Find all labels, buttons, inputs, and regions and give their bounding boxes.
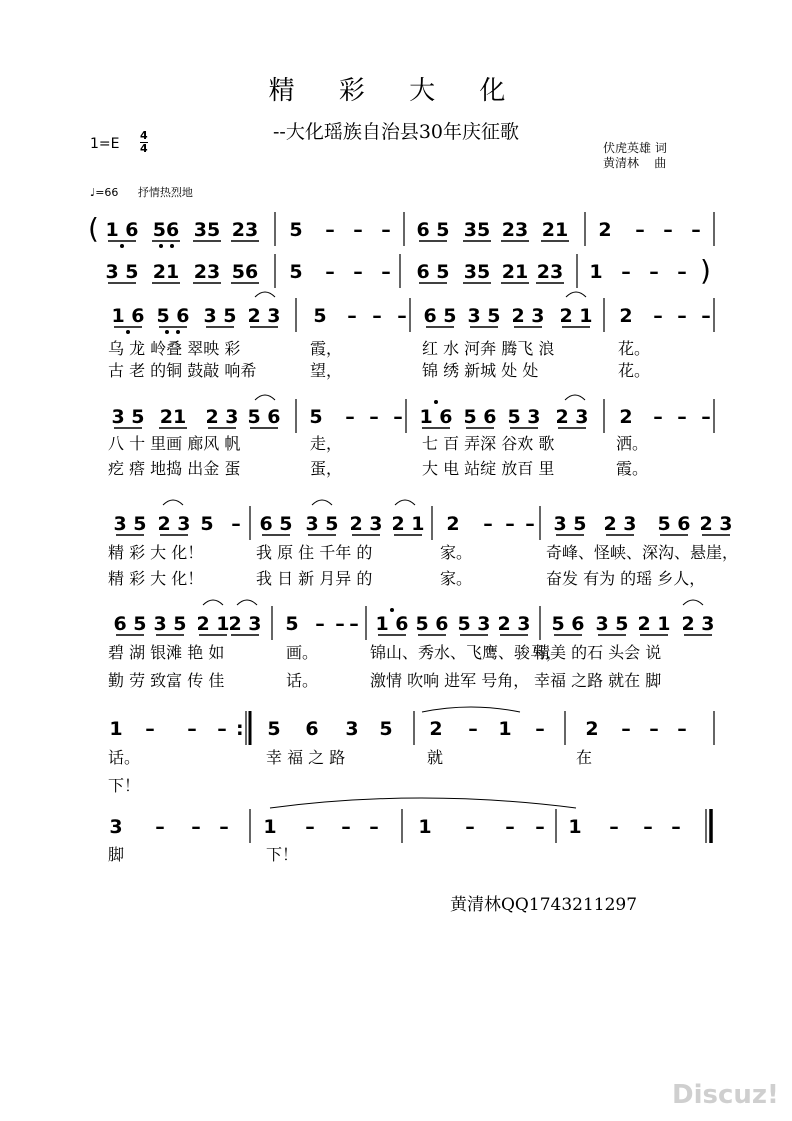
dash-note: – xyxy=(187,718,197,740)
slur xyxy=(312,500,332,505)
lyric-verse2: 锦 绣 新城 处 处 xyxy=(422,361,539,380)
dash-note: – xyxy=(649,718,659,740)
jianpu-note: 1 6 xyxy=(105,219,139,241)
jianpu-note: 1 xyxy=(109,718,123,740)
jianpu-note: 21 xyxy=(152,261,180,283)
low-octave-dot xyxy=(159,244,163,248)
lyric-verse1: 精 彩 大 化！ xyxy=(108,543,204,562)
jianpu-note: 23 xyxy=(193,261,221,283)
dash-note: – xyxy=(505,513,515,535)
dash-note: – xyxy=(145,718,155,740)
slur xyxy=(255,395,275,400)
dash-note: – xyxy=(701,406,711,428)
lyric-verse1: 下！ xyxy=(266,845,299,864)
jianpu-note: 3 5 xyxy=(305,513,339,535)
dash-note: – xyxy=(341,816,351,838)
dash-note: – xyxy=(468,718,478,740)
lyric-verse1: 就 xyxy=(427,748,444,767)
jianpu-note: 2 1 xyxy=(391,513,425,535)
lyricist-credit: 伏虎英雄 词 xyxy=(603,141,667,155)
jianpu-note: 21 xyxy=(159,406,187,428)
dash-note: – xyxy=(483,513,493,535)
jianpu-note: 6 5 xyxy=(416,219,450,241)
expression-marking: 抒情热烈地 xyxy=(137,186,193,199)
jianpu-note: 56 xyxy=(231,261,259,283)
lyric-verse1: 八 十 里画 廊风 帆 xyxy=(108,434,241,453)
jianpu-note: 2 3 xyxy=(511,305,545,327)
dash-note: – xyxy=(677,406,687,428)
jianpu-note: 1 6 xyxy=(375,613,409,635)
lyric-verse1: 脚 xyxy=(108,845,125,864)
slur xyxy=(565,395,585,400)
jianpu-note: 2 3 xyxy=(349,513,383,535)
slur xyxy=(422,707,520,712)
jianpu-note: 5 6 xyxy=(415,613,449,635)
dash-note: – xyxy=(653,305,663,327)
jianpu-note: 5 xyxy=(289,261,303,283)
jianpu-note: 2 xyxy=(585,718,599,740)
signature: 黄清林QQ1743211297 xyxy=(450,895,638,915)
lyric-verse1: 在 xyxy=(576,748,593,767)
jianpu-note: 2 xyxy=(619,406,633,428)
jianpu-note: 2 xyxy=(446,513,460,535)
dash-note: – xyxy=(353,219,363,241)
lyric-verse2: 疙 瘩 地捣 出金 蛋 xyxy=(108,459,241,478)
lyric-verse1: 话。 xyxy=(108,748,141,767)
jianpu-note: 23 xyxy=(501,219,529,241)
jianpu-note: 2 3 xyxy=(681,613,715,635)
time-signature-top: 4 xyxy=(140,129,148,142)
lyric-verse1: 七 百 弄深 谷欢 歌 xyxy=(422,434,555,453)
lyric-verse2: 精 彩 大 化！ xyxy=(108,569,204,588)
dash-note: – xyxy=(465,816,475,838)
song-subtitle: --大化瑶族自治县30年庆征歌 xyxy=(272,121,520,143)
song-title: 精 彩 大 化 xyxy=(268,76,524,106)
low-octave-dot xyxy=(120,244,124,248)
jianpu-note: 3 5 xyxy=(105,261,139,283)
jianpu-note: 5 6 xyxy=(156,305,190,327)
dash-note: – xyxy=(671,816,681,838)
dash-note: – xyxy=(643,816,653,838)
jianpu-note: 23 xyxy=(536,261,564,283)
lyric-verse2: 激情 吹响 进军 号角， xyxy=(370,671,530,690)
jianpu-note: 35 xyxy=(463,219,491,241)
lyric-verse2: 家。 xyxy=(440,569,473,588)
high-octave-dot xyxy=(390,608,394,612)
lyric-verse1: 家。 xyxy=(440,543,473,562)
jianpu-note: 1 xyxy=(263,816,277,838)
jianpu-note: 3 5 xyxy=(203,305,237,327)
jianpu-note: 6 5 xyxy=(416,261,450,283)
time-signature-bottom: 4 xyxy=(140,142,148,155)
jianpu-note: 3 xyxy=(345,718,359,740)
jianpu-note: 2 3 xyxy=(247,305,281,327)
jianpu-note: 6 5 xyxy=(113,613,147,635)
jianpu-note: 5 xyxy=(200,513,214,535)
dash-note: – xyxy=(349,613,359,635)
lyric-verse1: 奇峰、怪峡、深沟、悬崖， xyxy=(546,543,739,562)
jianpu-note: 3 xyxy=(109,816,123,838)
jianpu-note: 1 xyxy=(498,718,512,740)
jianpu-note: 5 3 xyxy=(457,613,491,635)
jianpu-note: 2 1 xyxy=(637,613,671,635)
dash-note: – xyxy=(677,261,687,283)
dash-note: – xyxy=(691,219,701,241)
jianpu-note: 1 xyxy=(418,816,432,838)
slur xyxy=(237,600,257,605)
lyric-verse1: 走， xyxy=(310,434,343,453)
jianpu-note: 5 xyxy=(267,718,281,740)
lyric-verse1: 我 原 住 千年 的 xyxy=(256,543,373,562)
jianpu-note: 2 3 xyxy=(603,513,637,535)
slur xyxy=(255,292,275,297)
dash-note: – xyxy=(369,406,379,428)
slur xyxy=(203,600,223,605)
jianpu-note: 5 xyxy=(289,219,303,241)
dash-note: – xyxy=(369,816,379,838)
lyric-verse1: 幸 福 之 路 xyxy=(266,748,346,767)
paren: ( xyxy=(88,212,99,245)
jianpu-note: 3 5 xyxy=(113,513,147,535)
lyric-verse2: 霞。 xyxy=(616,459,649,478)
jianpu-note: 5 3 xyxy=(507,406,541,428)
paren: ) xyxy=(700,254,711,287)
lyric-verse1: 精美 的石 头会 说 xyxy=(534,643,662,662)
dash-note: – xyxy=(397,305,407,327)
jianpu-note: 35 xyxy=(463,261,491,283)
lyric-verse2: 古 老 的铜 鼓敲 响希 xyxy=(108,361,257,380)
jianpu-note: 2 3 xyxy=(555,406,589,428)
jianpu-note: 3 5 xyxy=(595,613,629,635)
jianpu-note: 5 xyxy=(313,305,327,327)
jianpu-note: 5 6 xyxy=(657,513,691,535)
dash-note: – xyxy=(353,261,363,283)
dash-note: – xyxy=(315,613,325,635)
lyric-verse1: 画。 xyxy=(286,643,319,662)
jianpu-note: 6 5 xyxy=(423,305,457,327)
key-signature: 1=E xyxy=(90,136,120,152)
jianpu-note: 3 5 xyxy=(153,613,187,635)
low-octave-dot xyxy=(165,330,169,334)
lyric-verse1: 红 水 河奔 腾飞 浪 xyxy=(422,339,555,358)
jianpu-note: 5 xyxy=(309,406,323,428)
jianpu-note: 5 6 xyxy=(551,613,585,635)
dash-note: – xyxy=(345,406,355,428)
jianpu-note: 2 3 xyxy=(497,613,531,635)
dash-note: – xyxy=(335,613,345,635)
slur xyxy=(163,500,183,505)
jianpu-note: 56 xyxy=(152,219,180,241)
jianpu-note: 2 3 xyxy=(157,513,191,535)
dash-note: – xyxy=(347,305,357,327)
jianpu-note: 21 xyxy=(541,219,569,241)
dash-note: – xyxy=(381,261,391,283)
jianpu-note: 1 xyxy=(568,816,582,838)
dash-note: – xyxy=(325,219,335,241)
jianpu-note: 3 5 xyxy=(467,305,501,327)
dash-note: – xyxy=(325,261,335,283)
dash-note: – xyxy=(217,718,227,740)
jianpu-note: 6 xyxy=(305,718,319,740)
lyric-verse2: 我 日 新 月异 的 xyxy=(256,569,373,588)
tempo-value: ♩=66 xyxy=(90,186,119,199)
dash-note: – xyxy=(609,816,619,838)
composer-credit: 黄清林 曲 xyxy=(603,156,667,170)
dash-note: – xyxy=(677,305,687,327)
lyric-verse2: 幸福 之路 就在 脚 xyxy=(534,671,662,690)
dash-note: – xyxy=(231,513,241,535)
jianpu-note: 2 3 xyxy=(205,406,239,428)
lyric-verse1: 洒。 xyxy=(616,434,649,453)
dash-note: – xyxy=(635,219,645,241)
jianpu-note: 2 3 xyxy=(699,513,733,535)
dash-note: – xyxy=(621,261,631,283)
jianpu-note: 5 6 xyxy=(247,406,281,428)
repeat-dots: : xyxy=(236,718,244,740)
dash-note: – xyxy=(155,816,165,838)
dash-note: – xyxy=(393,406,403,428)
dash-note: – xyxy=(677,718,687,740)
jianpu-note: 2 xyxy=(429,718,443,740)
jianpu-note: 5 6 xyxy=(463,406,497,428)
jianpu-note: 23 xyxy=(231,219,259,241)
watermark: Discuz! xyxy=(672,1080,779,1110)
long-tie xyxy=(270,798,576,808)
jianpu-note: 1 6 xyxy=(111,305,145,327)
lyric-verse2: 大 电 站绽 放百 里 xyxy=(422,459,555,478)
dash-note: – xyxy=(535,718,545,740)
jianpu-note: 3 5 xyxy=(111,406,145,428)
dash-note: – xyxy=(525,513,535,535)
low-octave-dot xyxy=(176,330,180,334)
lyric-verse1: 花。 xyxy=(618,339,651,358)
dash-note: – xyxy=(701,305,711,327)
lyric-verse1: 锦山、秀水、飞鹰、骏马， xyxy=(370,643,563,662)
jianpu-note: 5 xyxy=(285,613,299,635)
dash-note: – xyxy=(621,718,631,740)
jianpu-note: 5 xyxy=(379,718,393,740)
slur xyxy=(395,500,415,505)
slur xyxy=(683,600,703,605)
dash-note: – xyxy=(535,816,545,838)
lyric-verse2: 望， xyxy=(310,361,343,380)
jianpu-note: 2 1 xyxy=(196,613,230,635)
low-octave-dot xyxy=(170,244,174,248)
lyric-verse1: 霞， xyxy=(310,339,343,358)
dash-note: – xyxy=(505,816,515,838)
lyric-verse2: 话。 xyxy=(286,671,319,690)
jianpu-note: 6 5 xyxy=(259,513,293,535)
slur xyxy=(566,292,586,297)
dash-note: – xyxy=(191,816,201,838)
dash-note: – xyxy=(381,219,391,241)
dash-note: – xyxy=(219,816,229,838)
jianpu-note: 2 xyxy=(598,219,612,241)
jianpu-note: 1 xyxy=(589,261,603,283)
lyric-verse1: 碧 湖 银滩 艳 如 xyxy=(108,643,225,662)
dash-note: – xyxy=(305,816,315,838)
lyric-verse2: 奋发 有为 的瑶 乡人， xyxy=(546,569,706,588)
lyric-verse2: 勤 劳 致富 传 佳 xyxy=(108,671,225,690)
jianpu-note: 2 1 xyxy=(559,305,593,327)
high-octave-dot xyxy=(434,400,438,404)
lyric-verse2: 蛋， xyxy=(310,459,343,478)
dash-note: – xyxy=(372,305,382,327)
jianpu-note: 1 6 xyxy=(419,406,453,428)
jianpu-note: 21 xyxy=(501,261,529,283)
dash-note: – xyxy=(653,406,663,428)
jianpu-note: 35 xyxy=(193,219,221,241)
lyric-verse2: 下！ xyxy=(108,776,141,795)
dash-note: – xyxy=(649,261,659,283)
dash-note: – xyxy=(663,219,673,241)
jianpu-note: 3 5 xyxy=(553,513,587,535)
jianpu-note: 2 xyxy=(619,305,633,327)
lyric-verse1: 乌 龙 岭叠 翠映 彩 xyxy=(108,339,241,358)
jianpu-note: 2 3 xyxy=(228,613,262,635)
low-octave-dot xyxy=(126,330,130,334)
lyric-verse2: 花。 xyxy=(618,361,651,380)
